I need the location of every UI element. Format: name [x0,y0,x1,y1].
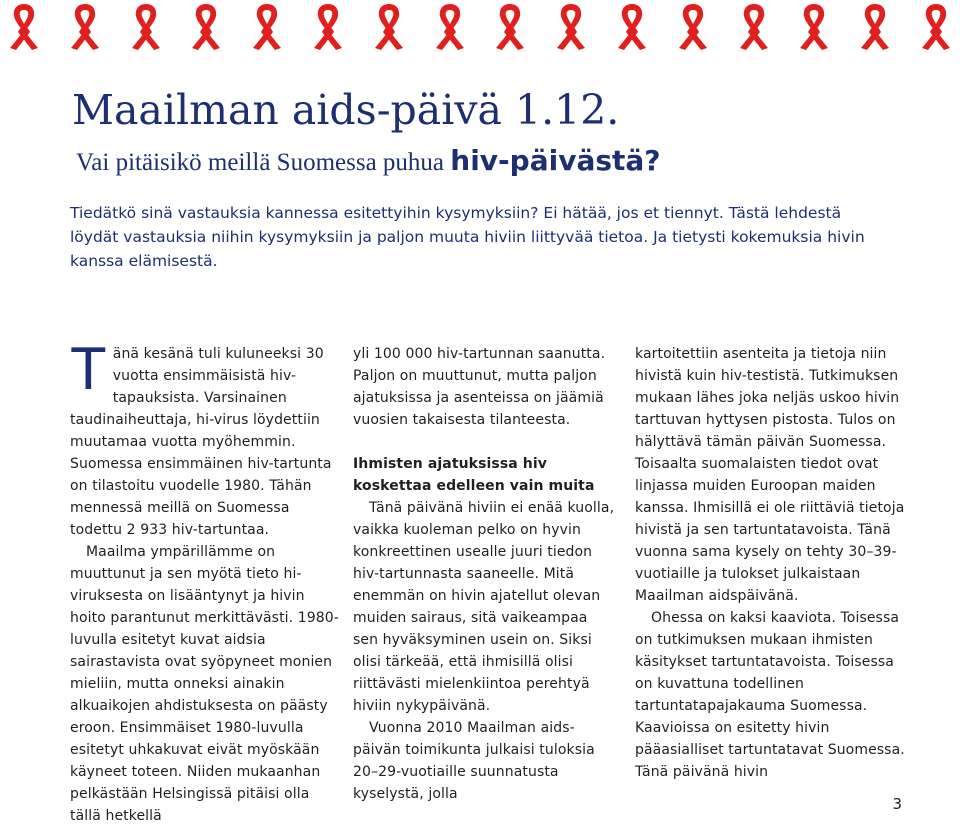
page-subtitle [76,145,661,179]
aids-awareness-ribbon-icon [857,2,893,52]
aids-awareness-ribbon-icon [67,2,103,52]
aids-awareness-ribbon-icon [128,2,164,52]
col2-paragraph-2: Tänä päivänä hiviin ei enää kuolla, vaikka kuoleman pelko on hyvin konkreettinen usealle juuri tiedon hiv-tartunnasta saaneelle. Mitä enemmän on hivin ajatellut olevan muiden sairaus, sitä vaikeampaa sen hyväksyminen usein on. Siksi olisi tärkeää, että ihmisillä olisi riittävästi mielenkiintoa perehtyä hiviin nykypäivänä. [353,500,615,714]
article-column-1 [70,335,342,827]
aids-awareness-ribbon-icon [249,2,285,52]
subtitle-lead: Vai pitäisikö meillä Suomessa puhua [76,149,451,176]
aids-awareness-ribbon-icon [188,2,224,52]
aids-awareness-ribbon-icon [310,2,346,52]
aids-awareness-ribbon-icon [432,2,468,52]
page-number: 3 [892,795,902,813]
drop-cap: T [70,335,107,402]
col1-paragraph-1: änä kesänä tuli kuluneeksi 30 vuotta ensimmäisistä hiv-tapauksista. Varsinainen taudinaiheuttaja, hi-virus löydettiin muutamaa vuotta myöhemmin. Suomessa ensimmäinen hiv-tartunta on tilastoitu vuodelle 1980. Tähän mennessä meillä on Suomessa todettu 2 933 hiv-tartuntaa. [70,346,332,538]
aids-awareness-ribbon-icon [796,2,832,52]
col1-paragraph-2: Maailma ympärillämme on muuttunut ja sen myötä tieto hi-viruksesta on lisääntynyt ja hivin hoito parantunut merkittävästi. 1980-luvulla esitetyt kuvat aidsia sairastavista ovat syöpyneet monien mieliin, mutta onneksi ainakin alkuaikojen ahdistuksesta on päästy eroon. Ensimmäiset 1980-luvulla esitetyt uhkakuvat eivät myöskään käyneet toteen. Niiden mukaanhan pelkästään Helsingissä pitäisi olla tällä hetkellä [70,544,339,824]
aids-awareness-ribbon-icon [371,2,407,52]
aids-awareness-ribbon-icon [6,2,42,52]
aids-awareness-ribbon-icon [492,2,528,52]
aids-awareness-ribbon-icon [736,2,772,52]
intro-paragraph: Tiedätkö sinä vastauksia kannessa esitettyihin kysymyksiin? Ei hätää, jos et tiennyt. Tästä lehdestä löydät vastauksia niihin kysymyksiin ja paljon muuta hiviin liittyvää tietoa. Ja tietysti kokemuksia hivin kanssa elämisestä. [70,204,865,270]
article-column-2 [353,343,615,805]
aids-awareness-ribbon-icon [553,2,589,52]
section-heading: Ihmisten ajatuksissa hiv koskettaa edelleen vain muita [353,456,595,494]
col3-paragraph-1: kartoitettiin asenteita ja tietoja niin hivistä kuin hiv-testistä. Tutkimuksen mukaan lähes joka neljäs uskoo hivin tarttuvan hyttysen pistosta. Tulos on hälyttävä tämän päivän Suomessa. Toisaalta suomalaisten tiedot ovat linjassa muiden Euroopan maiden kanssa. Ihmisillä ei ole riittäviä tietoja hivistä ja sen tartuntatavoista. Tänä vuonna sama kysely on tehty 30–39-vuotiaille ja tulokset julkaistaan Maailman aidspäivänä. [635,346,905,604]
col2-paragraph-3: Vuonna 2010 Maailman aids-päivän toimikunta julkaisi tuloksia 20–29-vuotiaille suunnatusta kyselystä, jolla [353,720,595,802]
aids-awareness-ribbon-icon [614,2,650,52]
ribbon-banner [0,0,960,60]
subtitle-highlight: hiv-päivästä? [450,144,661,177]
page-title: Maailman aids-päivä 1.12. [72,86,620,134]
aids-awareness-ribbon-icon [675,2,711,52]
article-column-3 [635,343,905,783]
col3-paragraph-2: Ohessa on kaksi kaaviota. Toisessa on tutkimuksen mukaan ihmisten käsitykset tartuntatavoista. Toisessa on kuvattuna todellinen tartuntatapajakauma Suomessa. Kaavioissa on esitetty hivin pääasialliset tartuntatavat Suomessa. Tänä päivänä hivin [635,610,905,780]
aids-awareness-ribbon-icon [918,2,954,52]
col2-paragraph-1: yli 100 000 hiv-tartunnan saanutta. Paljon on muuttunut, mutta paljon ajatuksissa ja asenteissa on jäämiä vuosien takaisesta tilanteesta. [353,346,606,428]
